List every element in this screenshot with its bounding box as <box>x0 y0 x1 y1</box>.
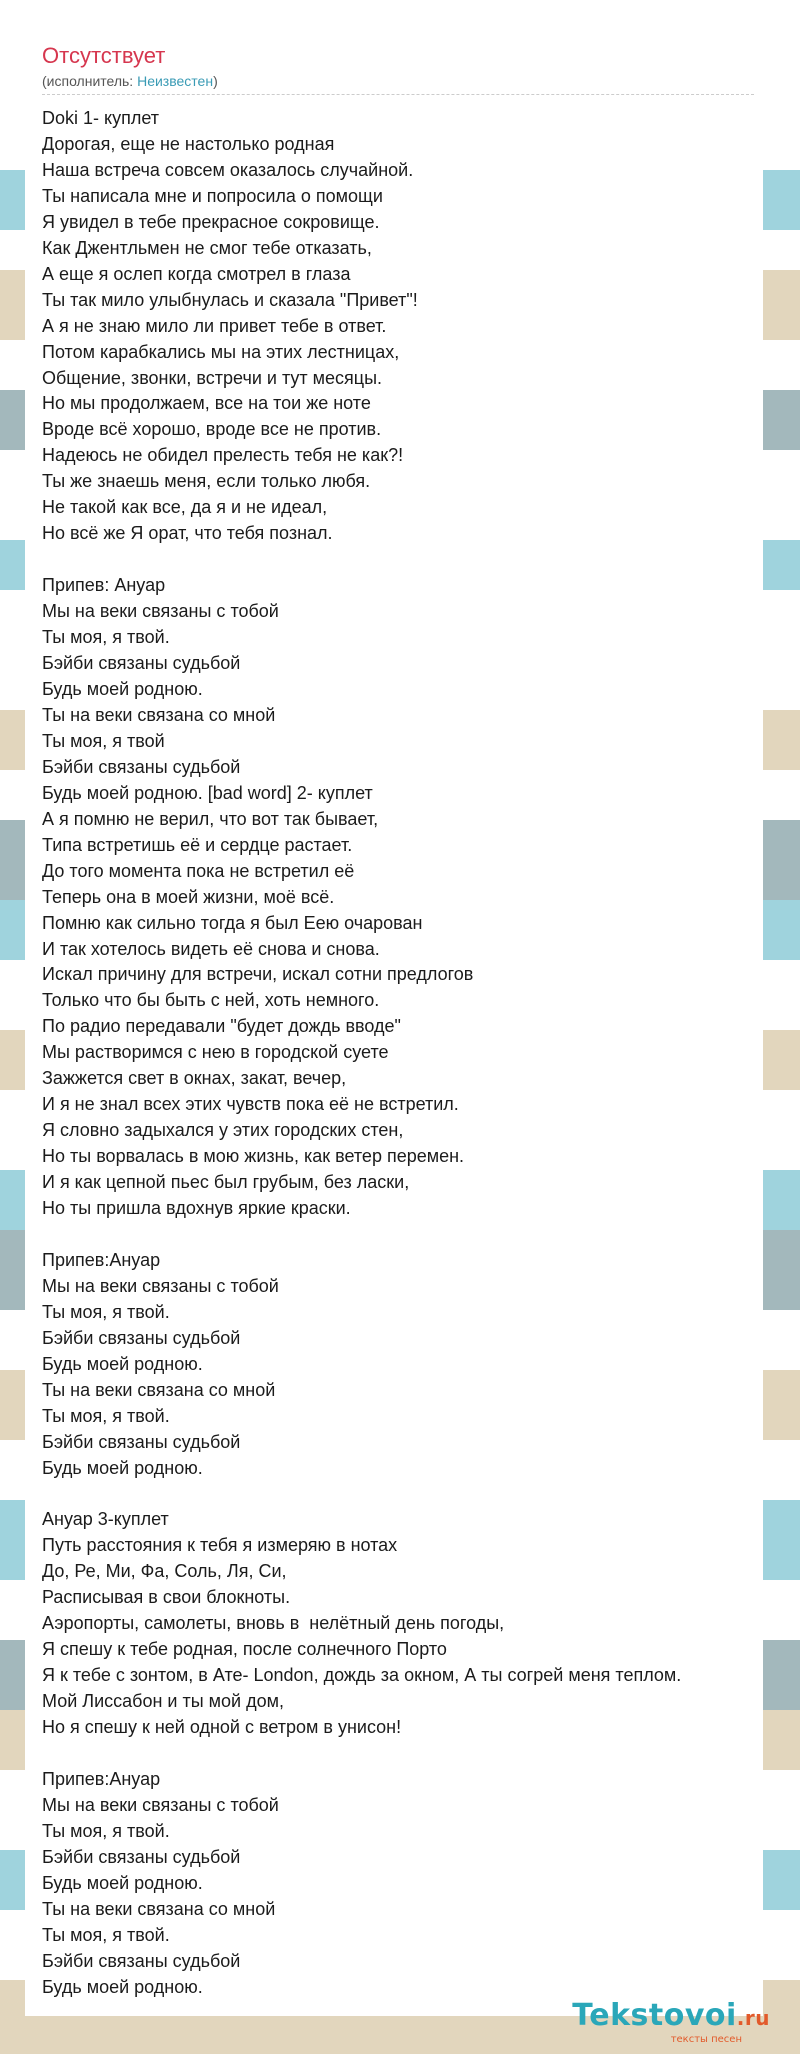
logo-tagline: тексты песен <box>670 2034 742 2045</box>
title-divider <box>42 94 754 95</box>
lyrics-card <box>25 26 763 2016</box>
artist-suffix: ) <box>213 73 218 89</box>
logo-tld: .ru <box>736 2006 770 2030</box>
site-logo[interactable] <box>572 2000 770 2046</box>
artist-prefix: (исполнитель: <box>42 73 138 89</box>
logo-wordmark <box>572 2000 770 2034</box>
lyrics-text: Doki 1- куплет Дорогая, еще не настолько родная Наша встреча совсем оказалось случайной. Ты написала мне и попросила о помощи Я увидел в тебе прекрасное сокровище. Как Джентльмен не смог тебе отказать, А еще я ослеп когда смотрел в глаза Ты так мило улыбнулась и сказала "Привет"! А я не знаю мило ли привет тебе в ответ. Потом карабкались мы на этих лестницах, Общение, звонки, встречи и тут месяцы. Но мы продолжаем, все на тои же ноте Вроде всё хорошо, вроде все не против. Надеюсь не обидел прелесть тебя не как?! Ты же знаешь меня, если только любя. Не такой как все, да я и не идеал, Но всё же Я орат, что тебя познал. Припев: Ануар Мы на веки связаны с тобой Ты моя, я твой. Бэйби связаны судьбой Будь моей родною. Ты на веки связана со мной Ты моя, я твой Бэйби связаны судьбой Будь моей родною. [bad word] 2- куплет А я помню не верил, что вот так бывает, Типа встретишь её и сердце растает. До того момента пока не встретил её Теперь она в моей жизни, моё всё. Помню как сильно тогда я был Еею очарован И так хотелось видеть её снова и снова. Искал причину для встречи, искал сотни предлогов Только что бы быть с ней, хоть немного. По радио передавали "будет дождь вводе" Мы растворимся с нею в городской суете Зажжется свет в окнах, закат, вечер, И я не знал всех этих чувств пока её не встретил. Я словно задыхался у этих городских стен, Но ты ворвалась в мою жизнь, как ветер перемен. И я как цепной пьес был грубым, без ласки, Но ты пришла вдохнув яркие краски. Припев:Ануар Мы на веки связаны с тобой Ты моя, я твой. Бэйби связаны судьбой Будь моей родною. Ты на веки связана со мной Ты моя, я твой. Бэйби связаны судьбой Будь моей родною. Ануар 3-куплет Путь расстояния к тебя я измеряю в нотах До, Ре, Ми, Фа, Соль, Ля, Си, Расписывая в свои блокноты. Аэропорты, самолеты, вновь в нелётный день погоды, Я спешу к тебе родная, после солнечного Порто Я к тебе с зонтом, в Ате- London, дождь за окном, А ты согрей меня теплом. Мой Лиссабон и ты мой дом, Но я спешу к ней одной с ветром в унисон! Припев:Ануар Мы на веки связаны с тобой Ты моя, я твой. Бэйби связаны судьбой Будь моей родною. Ты на веки связана со мной Ты моя, я твой. Бэйби связаны судьбой Будь моей родною. <box>42 108 682 1997</box>
logo-name: Tekstovoi <box>572 1998 737 2033</box>
artist-link[interactable]: Неизвестен <box>137 73 214 89</box>
song-title: Отсутствует <box>42 43 166 68</box>
artist-line <box>42 72 218 90</box>
